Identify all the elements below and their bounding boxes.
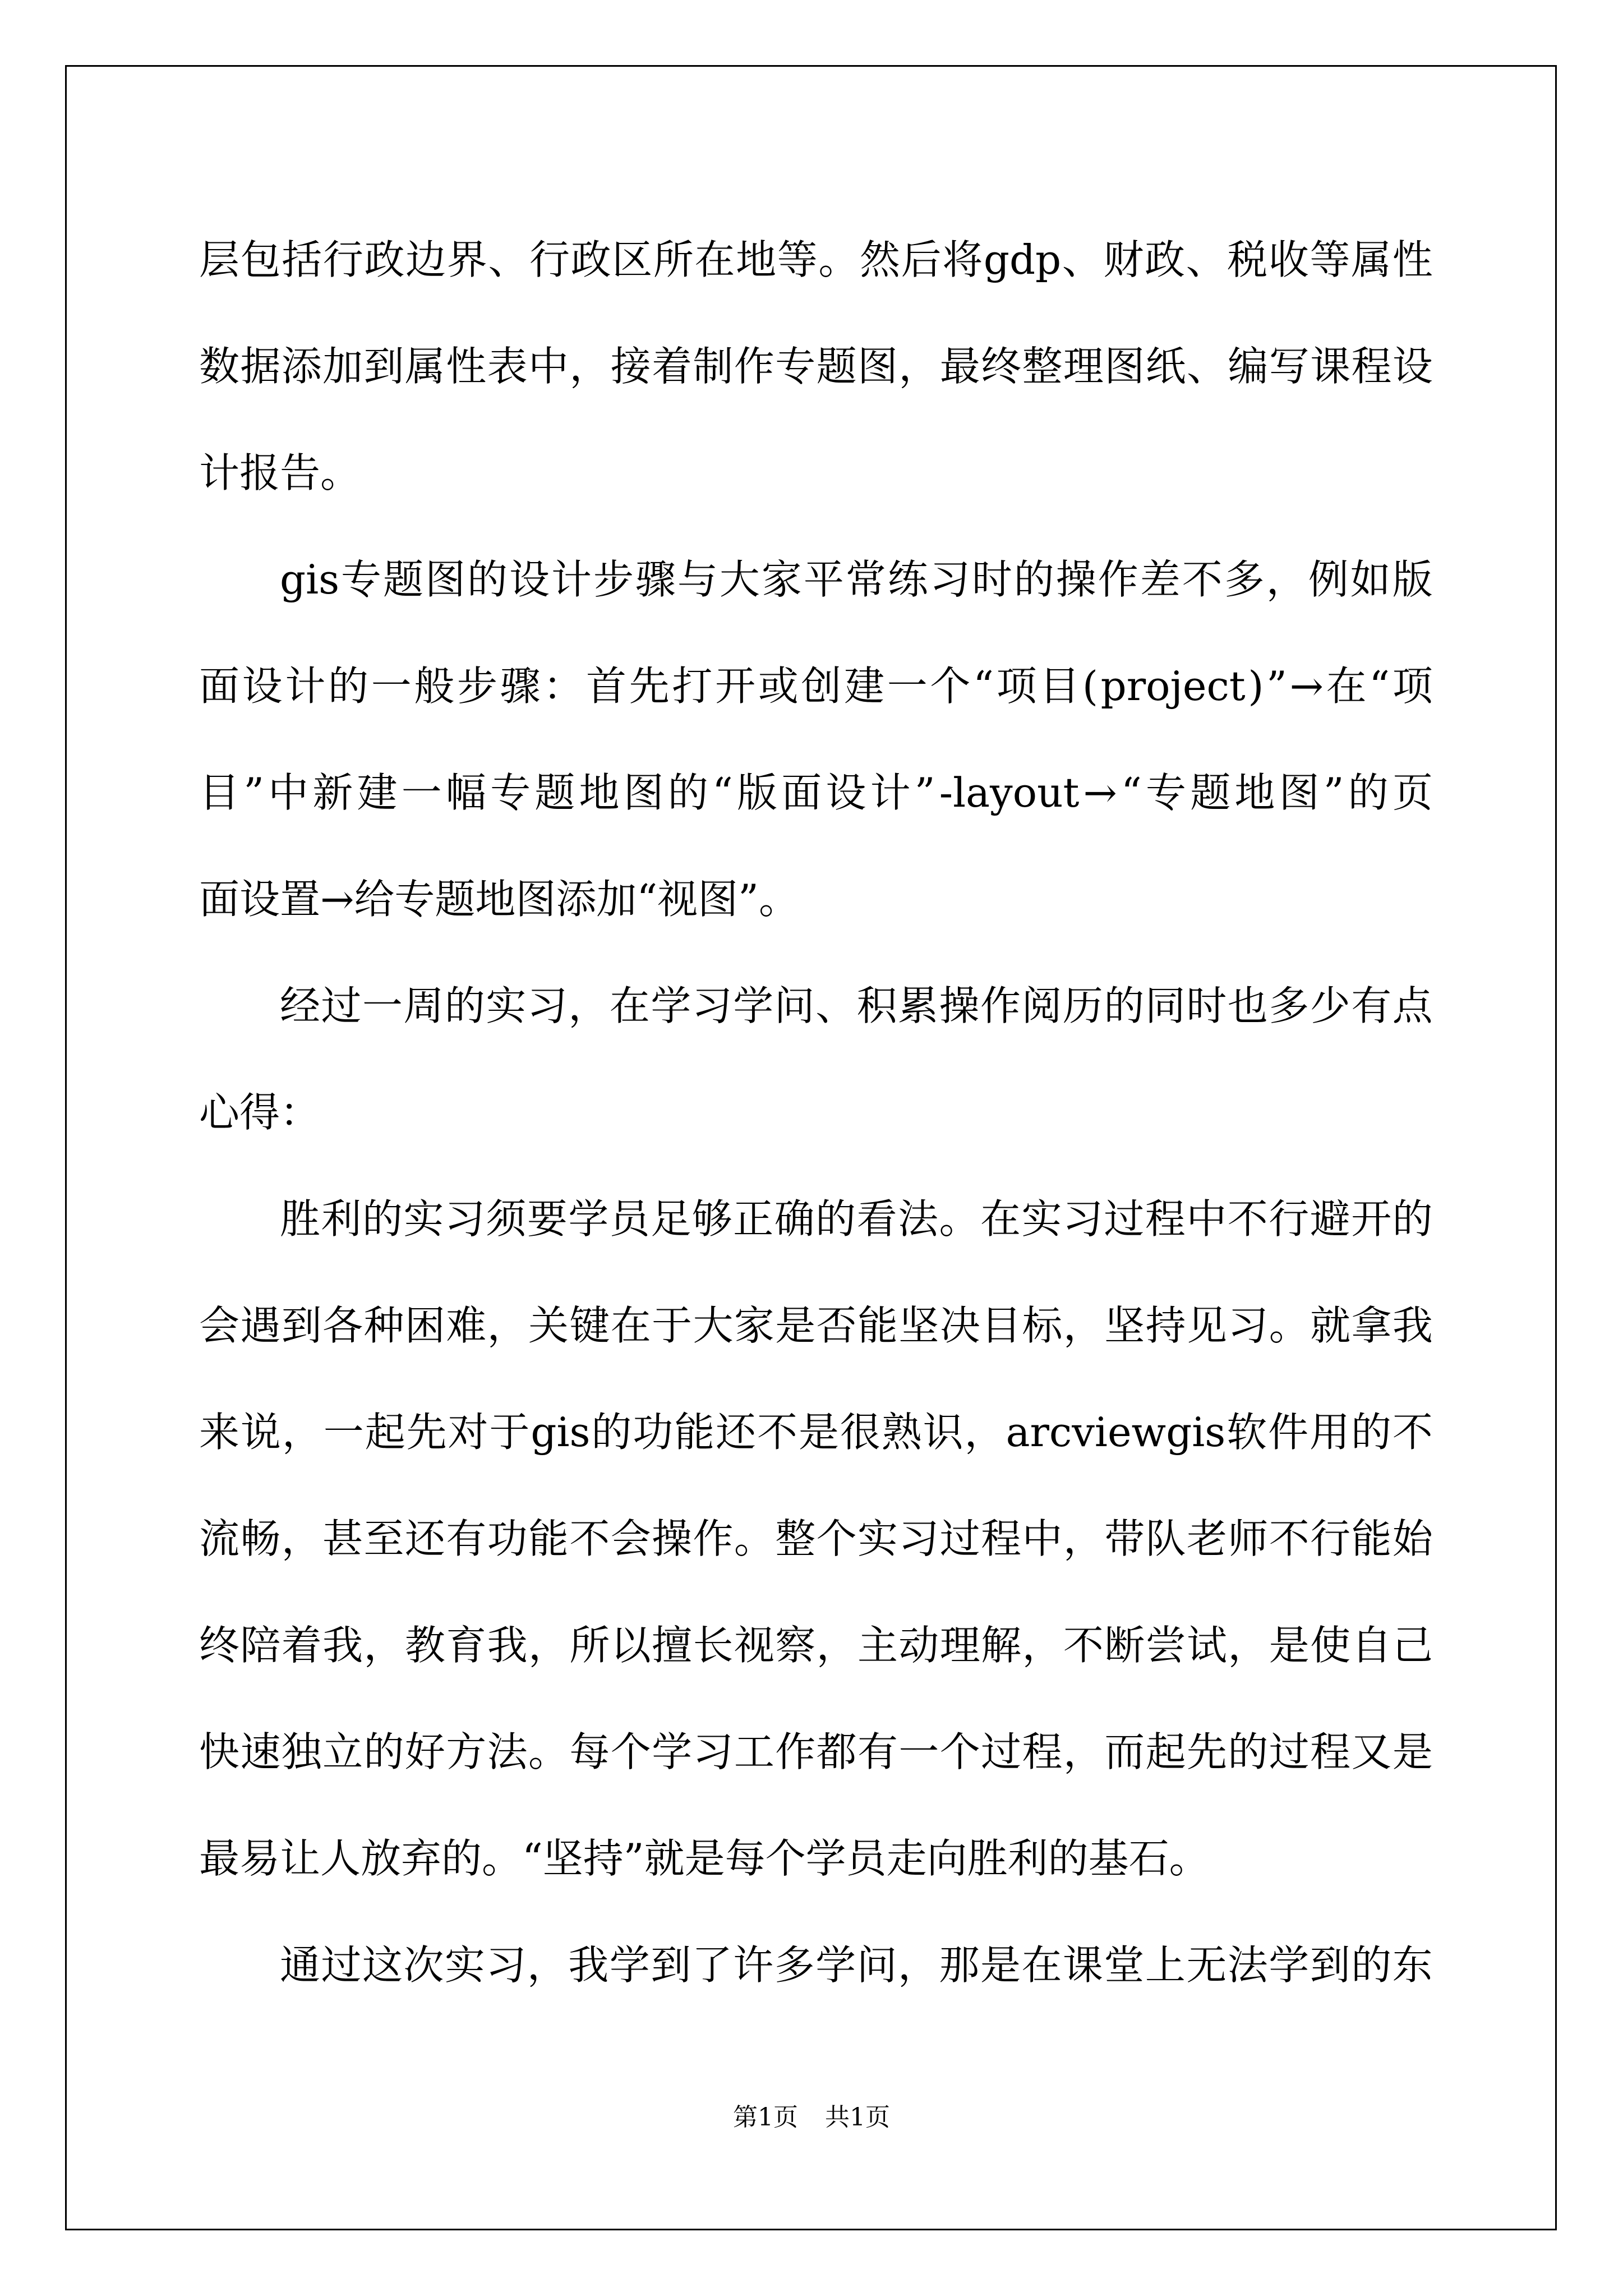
page-number: 第1页: [733, 2103, 798, 2132]
text-line: 通 过 这 次 实 习 ， 我 学 到 了 许 多 学 问 ， 那 是 在 课 堂 上 无 法 学 到 的 东: [280, 1941, 1433, 1989]
text-line: 数 据 添 加 到 属 性 表 中 ， 接 着 制 作 专 题 图 ， 最 终 整 理 图 纸 、 编 写 课 程 设: [199, 343, 1433, 390]
text-line: 面设置→给专题地图添加“视图”。: [199, 876, 799, 923]
text-line: 计报告。: [199, 449, 361, 496]
text-line: 心得：: [199, 1089, 321, 1136]
text-line: gis 专 题 图 的 设 计 步 骤 与 大 家 平 常 练 习 时 的 操 作 差 不 多 ， 例 如 版: [280, 556, 1433, 603]
text-line: 胜 利 的 实 习 须 要 学 员 足 够 正 确 的 看 法 。 在 实 习 过 程 中 不 行 避 开 的: [280, 1195, 1433, 1243]
text-line: 目 ” 中 新 建 一 幅 专 题 地 图 的 “ 版 面 设 计 ” -layout → “ 专 题 地 图 ” 的 页: [199, 769, 1433, 816]
text-line: 快 速 独 立 的 好 方 法 。 每 个 学 习 工 作 都 有 一 个 过 程 ， 而 起 先 的 过 程 又 是: [199, 1728, 1433, 1775]
document-body: [199, 206, 1433, 2018]
page-footer: [0, 2097, 1623, 2133]
text-line: 面 设 计 的 一 般 步 骤 ： 首 先 打 开 或 创 建 一 个 “ 项 目 ( project ) ” → 在 “ 项: [199, 662, 1433, 710]
page-total: 共1页: [825, 2103, 890, 2132]
text-line: 层 包 括 行 政 边 界 、 行 政 区 所 在 地 等 。 然 后 将 gdp 、 财 政 、 税 收 等 属 性: [199, 236, 1433, 283]
text-line: 最易让人放弃的。“坚持”就是每个学员走向胜利的基石。: [199, 1835, 1210, 1882]
text-line: 终 陪 着 我 ， 教 育 我 ， 所 以 擅 长 视 察 ， 主 动 理 解 ， 不 断 尝 试 ， 是 使 自 己: [199, 1622, 1433, 1669]
text-line: 会 遇 到 各 种 困 难 ， 关 键 在 于 大 家 是 否 能 坚 决 目 标 ， 坚 持 见 习 。 就 拿 我: [199, 1302, 1433, 1349]
text-line: 来 说 ， 一 起 先 对 于 gis 的 功 能 还 不 是 很 熟 识 ， arcviewgis 软 件 用 的 不: [199, 1409, 1433, 1456]
text-line: 流 畅 ， 甚 至 还 有 功 能 不 会 操 作 。 整 个 实 习 过 程 中 ， 带 队 老 师 不 行 能 始: [199, 1515, 1433, 1562]
text-line: 经 过 一 周 的 实 习 ， 在 学 习 学 问 、 积 累 操 作 阅 历 的 同 时 也 多 少 有 点: [280, 982, 1433, 1029]
